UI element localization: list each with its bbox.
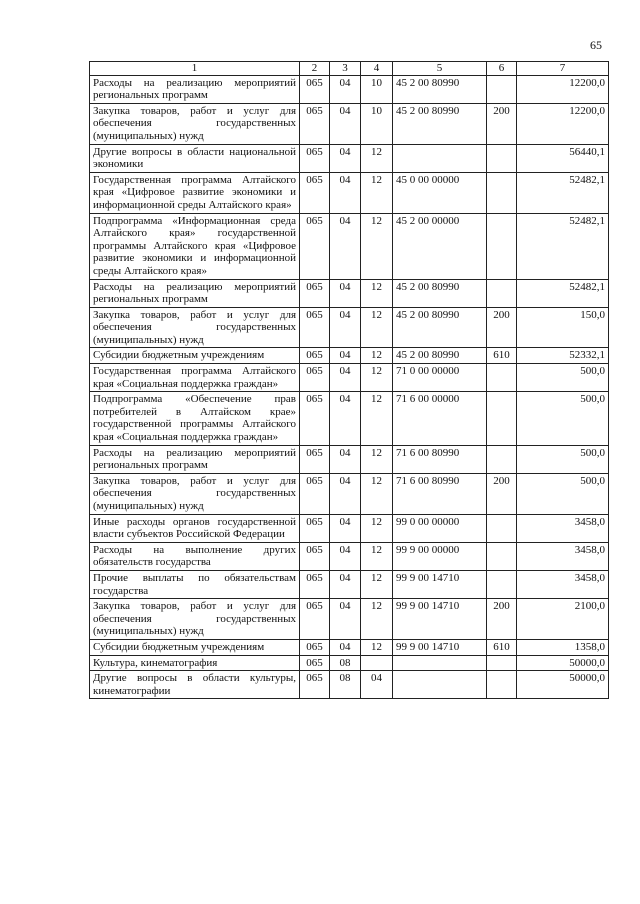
subsection-cell: 12 bbox=[361, 542, 393, 570]
expense-type-cell bbox=[487, 75, 517, 103]
target-item-cell: 71 0 00 00000 bbox=[393, 364, 487, 392]
expense-type-cell bbox=[487, 570, 517, 598]
section-cell: 04 bbox=[330, 639, 361, 655]
column-header: 1 bbox=[90, 62, 300, 76]
admin-code-cell: 065 bbox=[300, 279, 330, 307]
expense-type-cell: 200 bbox=[487, 103, 517, 144]
column-header: 4 bbox=[361, 62, 393, 76]
amount-cell: 3458,0 bbox=[517, 542, 609, 570]
target-item-cell: 99 9 00 00000 bbox=[393, 542, 487, 570]
table-row bbox=[90, 514, 609, 542]
amount-cell: 3458,0 bbox=[517, 570, 609, 598]
expense-type-cell bbox=[487, 279, 517, 307]
row-name-cell: Подпрограмма «Информационная среда Алтайского края» государственной программы Алтайского края «Цифровое развитие экономики и информационной среды Алтайского края» bbox=[90, 213, 300, 279]
subsection-cell: 12 bbox=[361, 514, 393, 542]
admin-code-cell: 065 bbox=[300, 473, 330, 514]
target-item-cell: 45 2 00 80990 bbox=[393, 307, 487, 348]
amount-cell: 500,0 bbox=[517, 473, 609, 514]
expense-type-cell bbox=[487, 542, 517, 570]
subsection-cell: 12 bbox=[361, 364, 393, 392]
subsection-cell: 12 bbox=[361, 348, 393, 364]
row-name-cell: Культура, кинематография bbox=[90, 655, 300, 671]
admin-code-cell: 065 bbox=[300, 364, 330, 392]
admin-code-cell: 065 bbox=[300, 307, 330, 348]
section-cell: 04 bbox=[330, 364, 361, 392]
amount-cell: 500,0 bbox=[517, 392, 609, 445]
target-item-cell bbox=[393, 671, 487, 699]
table-row bbox=[90, 392, 609, 445]
table-row bbox=[90, 172, 609, 213]
section-cell: 08 bbox=[330, 655, 361, 671]
column-header: 3 bbox=[330, 62, 361, 76]
section-cell: 04 bbox=[330, 599, 361, 640]
table-row bbox=[90, 75, 609, 103]
table-row bbox=[90, 213, 609, 279]
subsection-cell: 12 bbox=[361, 639, 393, 655]
admin-code-cell: 065 bbox=[300, 213, 330, 279]
section-cell: 04 bbox=[330, 392, 361, 445]
row-name-cell: Субсидии бюджетным учреждениям bbox=[90, 348, 300, 364]
target-item-cell: 45 2 00 80990 bbox=[393, 348, 487, 364]
admin-code-cell: 065 bbox=[300, 75, 330, 103]
row-name-cell: Закупка товаров, работ и услуг для обеспечения государственных (муниципальных) нужд bbox=[90, 599, 300, 640]
page-number: 65 bbox=[590, 38, 602, 52]
table-row bbox=[90, 103, 609, 144]
row-name-cell: Расходы на реализацию мероприятий региональных программ bbox=[90, 445, 300, 473]
expense-type-cell: 200 bbox=[487, 307, 517, 348]
subsection-cell: 12 bbox=[361, 172, 393, 213]
row-name-cell: Иные расходы органов государственной власти субъектов Российской Федерации bbox=[90, 514, 300, 542]
subsection-cell: 12 bbox=[361, 392, 393, 445]
expense-type-cell: 200 bbox=[487, 599, 517, 640]
row-name-cell: Прочие выплаты по обязательствам государства bbox=[90, 570, 300, 598]
table-row bbox=[90, 570, 609, 598]
admin-code-cell: 065 bbox=[300, 599, 330, 640]
amount-cell: 3458,0 bbox=[517, 514, 609, 542]
row-name-cell: Другие вопросы в области культуры, кинематографии bbox=[90, 671, 300, 699]
row-name-cell: Подпрограмма «Обеспечение прав потребителей в Алтайском крае» государственной программы Алтайского края «Социальная поддержка граждан» bbox=[90, 392, 300, 445]
amount-cell: 150,0 bbox=[517, 307, 609, 348]
table-row bbox=[90, 473, 609, 514]
expense-type-cell bbox=[487, 144, 517, 172]
section-cell: 04 bbox=[330, 514, 361, 542]
column-header: 7 bbox=[517, 62, 609, 76]
expense-type-cell bbox=[487, 364, 517, 392]
expense-type-cell bbox=[487, 445, 517, 473]
amount-cell: 50000,0 bbox=[517, 671, 609, 699]
table-row bbox=[90, 639, 609, 655]
subsection-cell: 10 bbox=[361, 75, 393, 103]
admin-code-cell: 065 bbox=[300, 639, 330, 655]
subsection-cell: 12 bbox=[361, 570, 393, 598]
amount-cell: 2100,0 bbox=[517, 599, 609, 640]
section-cell: 04 bbox=[330, 445, 361, 473]
expense-type-cell: 610 bbox=[487, 348, 517, 364]
column-header: 6 bbox=[487, 62, 517, 76]
admin-code-cell: 065 bbox=[300, 172, 330, 213]
row-name-cell: Расходы на реализацию мероприятий региональных программ bbox=[90, 75, 300, 103]
target-item-cell: 45 2 00 80990 bbox=[393, 279, 487, 307]
row-name-cell: Государственная программа Алтайского края «Социальная поддержка граждан» bbox=[90, 364, 300, 392]
table-row bbox=[90, 144, 609, 172]
section-cell: 04 bbox=[330, 279, 361, 307]
section-cell: 04 bbox=[330, 348, 361, 364]
section-cell: 04 bbox=[330, 144, 361, 172]
subsection-cell: 04 bbox=[361, 671, 393, 699]
expense-type-cell bbox=[487, 172, 517, 213]
table-row bbox=[90, 655, 609, 671]
table-row bbox=[90, 307, 609, 348]
admin-code-cell: 065 bbox=[300, 655, 330, 671]
section-cell: 04 bbox=[330, 213, 361, 279]
target-item-cell: 45 2 00 80990 bbox=[393, 75, 487, 103]
table-row bbox=[90, 671, 609, 699]
amount-cell: 52332,1 bbox=[517, 348, 609, 364]
amount-cell: 52482,1 bbox=[517, 172, 609, 213]
amount-cell: 500,0 bbox=[517, 445, 609, 473]
amount-cell: 500,0 bbox=[517, 364, 609, 392]
section-cell: 04 bbox=[330, 307, 361, 348]
table-row bbox=[90, 279, 609, 307]
target-item-cell: 99 9 00 14710 bbox=[393, 639, 487, 655]
subsection-cell: 10 bbox=[361, 103, 393, 144]
admin-code-cell: 065 bbox=[300, 392, 330, 445]
subsection-cell: 12 bbox=[361, 599, 393, 640]
target-item-cell: 99 9 00 14710 bbox=[393, 570, 487, 598]
target-item-cell: 45 0 00 00000 bbox=[393, 172, 487, 213]
header-row bbox=[90, 62, 609, 76]
subsection-cell: 12 bbox=[361, 473, 393, 514]
admin-code-cell: 065 bbox=[300, 570, 330, 598]
admin-code-cell: 065 bbox=[300, 542, 330, 570]
admin-code-cell: 065 bbox=[300, 348, 330, 364]
budget-table bbox=[89, 61, 609, 699]
subsection-cell bbox=[361, 655, 393, 671]
target-item-cell: 45 2 00 00000 bbox=[393, 213, 487, 279]
row-name-cell: Другие вопросы в области национальной экономики bbox=[90, 144, 300, 172]
section-cell: 04 bbox=[330, 172, 361, 213]
row-name-cell: Субсидии бюджетным учреждениям bbox=[90, 639, 300, 655]
admin-code-cell: 065 bbox=[300, 445, 330, 473]
table-row bbox=[90, 348, 609, 364]
amount-cell: 50000,0 bbox=[517, 655, 609, 671]
expense-type-cell: 610 bbox=[487, 639, 517, 655]
section-cell: 08 bbox=[330, 671, 361, 699]
table-row bbox=[90, 445, 609, 473]
table-row bbox=[90, 542, 609, 570]
row-name-cell: Закупка товаров, работ и услуг для обеспечения государственных (муниципальных) нужд bbox=[90, 103, 300, 144]
row-name-cell: Расходы на выполнение других обязательств государства bbox=[90, 542, 300, 570]
expense-type-cell bbox=[487, 671, 517, 699]
section-cell: 04 bbox=[330, 570, 361, 598]
expense-type-cell bbox=[487, 392, 517, 445]
section-cell: 04 bbox=[330, 542, 361, 570]
admin-code-cell: 065 bbox=[300, 144, 330, 172]
target-item-cell: 71 6 00 80990 bbox=[393, 445, 487, 473]
row-name-cell: Расходы на реализацию мероприятий региональных программ bbox=[90, 279, 300, 307]
target-item-cell: 99 9 00 14710 bbox=[393, 599, 487, 640]
row-name-cell: Закупка товаров, работ и услуг для обеспечения государственных (муниципальных) нужд bbox=[90, 473, 300, 514]
amount-cell: 52482,1 bbox=[517, 279, 609, 307]
target-item-cell bbox=[393, 655, 487, 671]
column-header: 2 bbox=[300, 62, 330, 76]
admin-code-cell: 065 bbox=[300, 514, 330, 542]
target-item-cell bbox=[393, 144, 487, 172]
section-cell: 04 bbox=[330, 75, 361, 103]
subsection-cell: 12 bbox=[361, 279, 393, 307]
amount-cell: 1358,0 bbox=[517, 639, 609, 655]
target-item-cell: 71 6 00 00000 bbox=[393, 392, 487, 445]
section-cell: 04 bbox=[330, 473, 361, 514]
amount-cell: 12200,0 bbox=[517, 75, 609, 103]
subsection-cell: 12 bbox=[361, 445, 393, 473]
expense-type-cell bbox=[487, 655, 517, 671]
target-item-cell: 45 2 00 80990 bbox=[393, 103, 487, 144]
admin-code-cell: 065 bbox=[300, 103, 330, 144]
expense-type-cell: 200 bbox=[487, 473, 517, 514]
amount-cell: 12200,0 bbox=[517, 103, 609, 144]
row-name-cell: Закупка товаров, работ и услуг для обеспечения государственных (муниципальных) нужд bbox=[90, 307, 300, 348]
subsection-cell: 12 bbox=[361, 144, 393, 172]
table-row bbox=[90, 364, 609, 392]
column-header: 5 bbox=[393, 62, 487, 76]
expense-type-cell bbox=[487, 213, 517, 279]
expense-type-cell bbox=[487, 514, 517, 542]
section-cell: 04 bbox=[330, 103, 361, 144]
table-row bbox=[90, 599, 609, 640]
row-name-cell: Государственная программа Алтайского края «Цифровое развитие экономики и информационной среды Алтайского края» bbox=[90, 172, 300, 213]
target-item-cell: 71 6 00 80990 bbox=[393, 473, 487, 514]
subsection-cell: 12 bbox=[361, 307, 393, 348]
admin-code-cell: 065 bbox=[300, 671, 330, 699]
amount-cell: 56440,1 bbox=[517, 144, 609, 172]
subsection-cell: 12 bbox=[361, 213, 393, 279]
amount-cell: 52482,1 bbox=[517, 213, 609, 279]
target-item-cell: 99 0 00 00000 bbox=[393, 514, 487, 542]
